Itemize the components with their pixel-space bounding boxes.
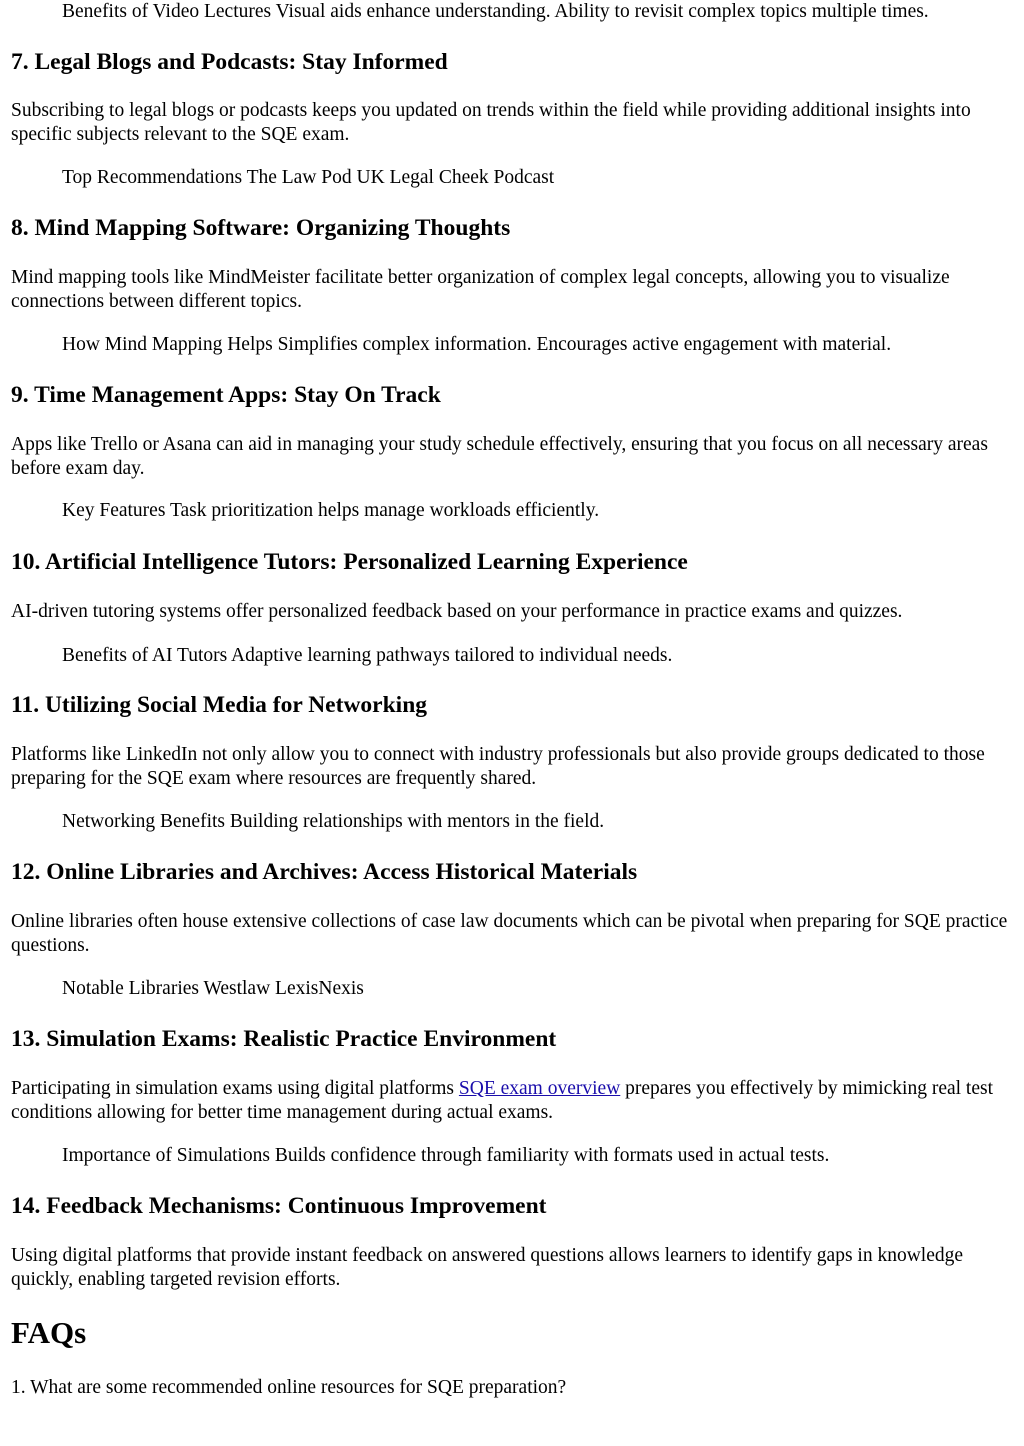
faq-question: 1. What are some recommended online resources for SQE preparation? bbox=[11, 1377, 567, 1398]
section-quote-mind-mapping: How Mind Mapping Helps Simplifies complex information. Encourages active engagement with material. bbox=[62, 334, 892, 355]
faqs-heading: FAQs bbox=[11, 1315, 87, 1350]
section-heading-social-media: 11. Utilizing Social Media for Networking bbox=[11, 692, 428, 718]
section-quote-time-management: Key Features Task prioritization helps manage workloads efficiently. bbox=[62, 500, 600, 521]
simulation-body-text-end: prepares you effectively by mimicking real test conditions allowing for better time management during actual exams. bbox=[11, 1078, 993, 1123]
section-quote-legal-blogs: Top Recommendations The Law Pod UK Legal Cheek Podcast bbox=[62, 167, 555, 188]
section-heading-legal-blogs: 7. Legal Blogs and Podcasts: Stay Informed bbox=[11, 49, 448, 75]
section-heading-mind-mapping: 8. Mind Mapping Software: Organizing Thoughts bbox=[11, 215, 511, 241]
section-body-mind-mapping: Mind mapping tools like MindMeister facilitate better organization of complex legal concepts, allowing you to visualize connections between different topics. bbox=[11, 267, 950, 312]
simulation-body-text-start: Participating in simulation exams using digital platforms bbox=[11, 1078, 459, 1099]
section-body-simulation-exams bbox=[11, 1077, 1013, 1124]
section-body-social-media: Platforms like LinkedIn not only allow you to connect with industry professionals but also provide groups dedicated to those preparing for the SQE exam where resources are frequently shared. bbox=[11, 744, 985, 789]
sqe-exam-overview-link[interactable]: SQE exam overview bbox=[458, 1078, 621, 1099]
video-lectures-benefits: Benefits of Video Lectures Visual aids enhance understanding. Ability to revisit complex topics multiple times. bbox=[62, 1, 929, 22]
section-body-feedback: Using digital platforms that provide instant feedback on answered questions allows learners to identify gaps in knowledge quickly, enabling targeted revision efforts. bbox=[11, 1245, 964, 1290]
section-quote-social-media: Networking Benefits Building relationships with mentors in the field. bbox=[62, 811, 605, 832]
section-body-ai-tutors: AI-driven tutoring systems offer personalized feedback based on your performance in practice exams and quizzes. bbox=[11, 601, 903, 622]
section-body-online-libraries: Online libraries often house extensive collections of case law documents which can be pivotal when preparing for SQE practice questions. bbox=[11, 911, 1008, 956]
section-heading-simulation-exams: 13. Simulation Exams: Realistic Practice Environment bbox=[11, 1026, 557, 1052]
section-body-time-management: Apps like Trello or Asana can aid in managing your study schedule effectively, ensuring that you focus on all necessary areas before exam day. bbox=[11, 434, 988, 479]
section-heading-feedback: 14. Feedback Mechanisms: Continuous Improvement bbox=[11, 1193, 547, 1219]
section-quote-online-libraries: Notable Libraries Westlaw LexisNexis bbox=[62, 978, 364, 999]
section-heading-ai-tutors: 10. Artificial Intelligence Tutors: Personalized Learning Experience bbox=[11, 549, 688, 575]
section-quote-simulation-exams: Importance of Simulations Builds confidence through familiarity with formats used in actual tests. bbox=[62, 1145, 830, 1166]
section-quote-ai-tutors: Benefits of AI Tutors Adaptive learning pathways tailored to individual needs. bbox=[62, 645, 673, 666]
section-heading-time-management: 9. Time Management Apps: Stay On Track bbox=[11, 382, 441, 408]
section-body-legal-blogs: Subscribing to legal blogs or podcasts keeps you updated on trends within the field while providing additional insights into specific subjects relevant to the SQE exam. bbox=[11, 100, 971, 145]
section-heading-online-libraries: 12. Online Libraries and Archives: Access Historical Materials bbox=[11, 859, 638, 885]
